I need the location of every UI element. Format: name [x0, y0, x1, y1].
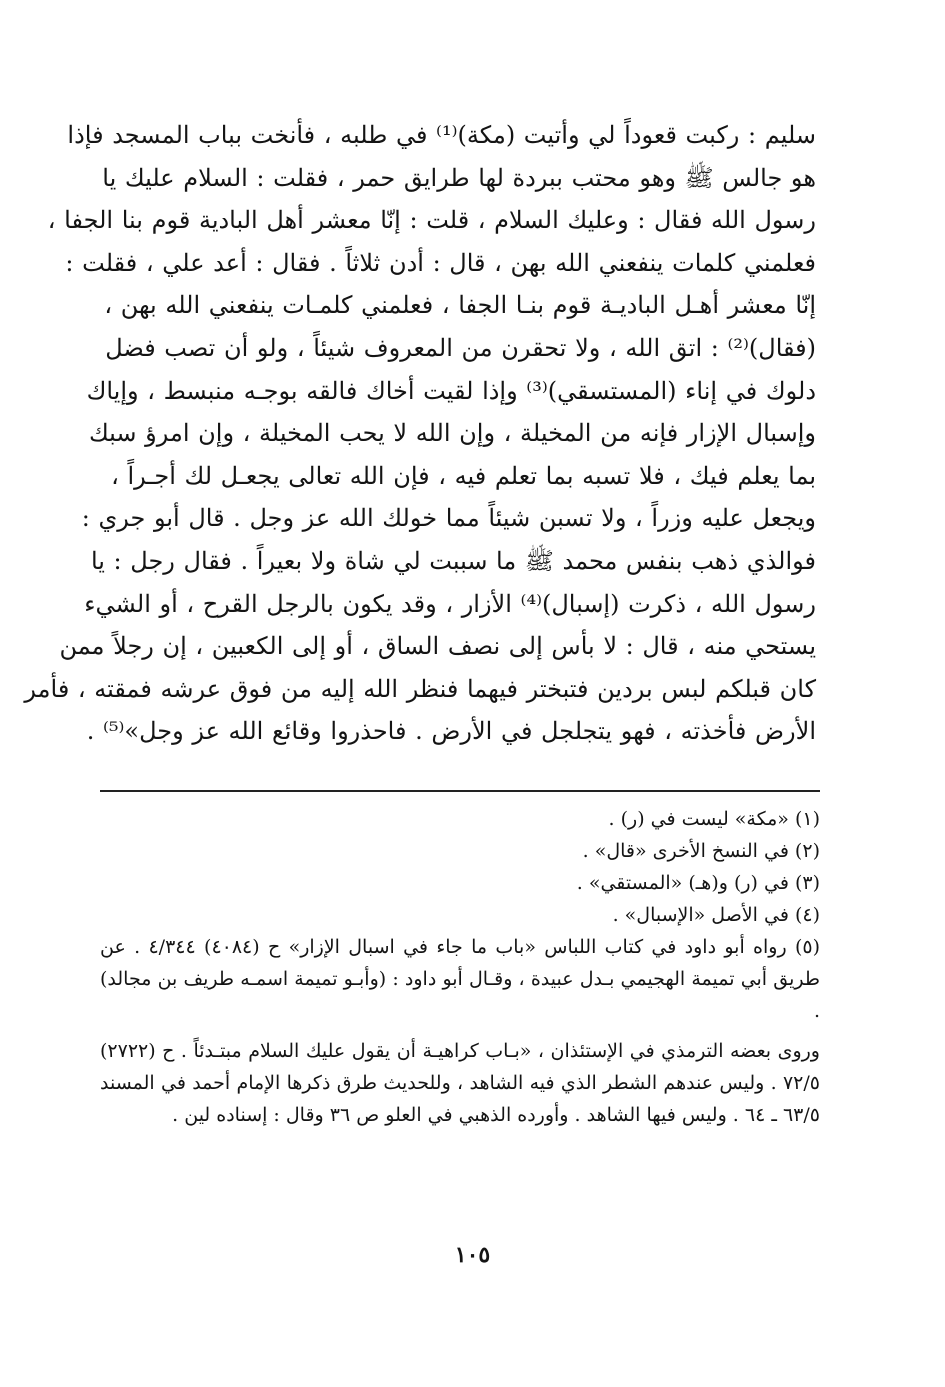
text-line: وإسبال الإزار فإنه من المخيلة ، وإن الله لا يحب المخيلة ، وإن امرؤ سبك [88, 419, 816, 448]
text-line: فعلمني كلمات ينفعني الله بهن ، قال : أدن ثلاثاً . فقال : أعد علي ، فقلت : [65, 248, 816, 277]
text-line: ويجعل عليه وزراً ، ولا تسبن شيئاً مما خولك الله عز وجل . قال أبو جري : [81, 504, 816, 533]
footnote-2: (٢) في النسخ الأخرى «قال» . [582, 840, 820, 862]
main-text [24, 114, 816, 753]
text-line: فوالذي ذهب بنفس محمد ﷺ ما سببت لي شاة ولا بعيراً . فقال رجل : يا [90, 546, 816, 575]
text-line: هو جالس ﷺ وهو محتب ببردة لها طرايق حمر ، فقلت : السلام عليك يا [102, 163, 816, 192]
text-line: يستحي منه ، قال : لا بأس إلى نصف الساق ، أو إلى الكعبين ، إن رجلاً ممن [59, 632, 816, 661]
text-line: كان قبلكم لبس بردين فتبختر فيهما فنظر الله إليه من فوق عرشه فمقته ، فأمر [24, 674, 816, 703]
text-line: الأرض فأخذته ، فهو يتجلجل في الأرض . فاحذروا وقائع الله عز وجل»⁽⁵⁾ . [86, 717, 816, 746]
text-line: بما يعلم فيك ، فلا تسبه بما تعلم فيه ، فإن الله تعالى يجعـل لك أجـراً ، [111, 461, 816, 490]
text-line: رسول الله فقال : وعليك السلام ، قلت : إنّا معشر أهل البادية قوم بنا الجفا ، [47, 206, 816, 235]
page-number: ١٠٥ [454, 1242, 491, 1268]
text-line: إنّا معشر أهـل الباديـة قوم بنـا الجفا ، فعلمني كلمـات ينفعني الله بهن ، [104, 291, 816, 320]
text-line: (فقال)⁽²⁾ : اتق الله ، ولا تحقرن من المعروف شيئاً ، ولو أن تصب فضل [105, 333, 816, 362]
footnote-1: (١) «مكة» ليست في (ر) . [608, 808, 820, 830]
footnote-separator [100, 790, 820, 792]
text-line: دلوك في إناء (المستسقي)⁽³⁾ وإذا لقيت أخاك فالقه بوجـه منبسط ، وإياك [86, 376, 816, 405]
text-line: سليم : ركبت قعوداً لي وأتيت (مكة)⁽¹⁾ في طلبه ، فأنخت بباب المسجد فإذا [67, 121, 816, 149]
footnote-5-continued: وروى بعضه الترمذي في الإستئذان ، «بـاب كراهيـة أن يقول عليك السلام مبتـدئاً . ح (٢٧٢٢) ٧٢/٥ . وليس عندهم الشطر الذي فيه الشاهد ، وللحديث طرق ذكرها الإمام أحمد في المسند ٦٣/٥ ـ ٦٤ . وليس فيها الشاهد . وأورده الذهبي في العلو ص ٣٦ وقال : إسناده لين . [100, 1040, 820, 1126]
footnotes [100, 803, 820, 1131]
text-line: رسول الله ، ذكرت (إسبال)⁽⁴⁾ الأزار ، وقد يكون بالرجل القرح ، أو الشيء [84, 589, 816, 618]
footnote-3: (٣) في (ر) و(هـ) «المستقي» . [576, 872, 820, 894]
footnote-4: (٤) في الأصل «الإسبال» . [612, 904, 820, 926]
footnote-5: (٥) رواه أبو داود في كتاب اللباس «باب ما جاء في اسبال الإزار» ح (٤٠٨٤) ٤/٣٤٤ . عن طريق أبي تميمة الهجيمي بـدل عبيدة ، وقـال أبو داود : (وأبـو تميمة اسمـه طريف بن مجالد) . [100, 936, 820, 1022]
